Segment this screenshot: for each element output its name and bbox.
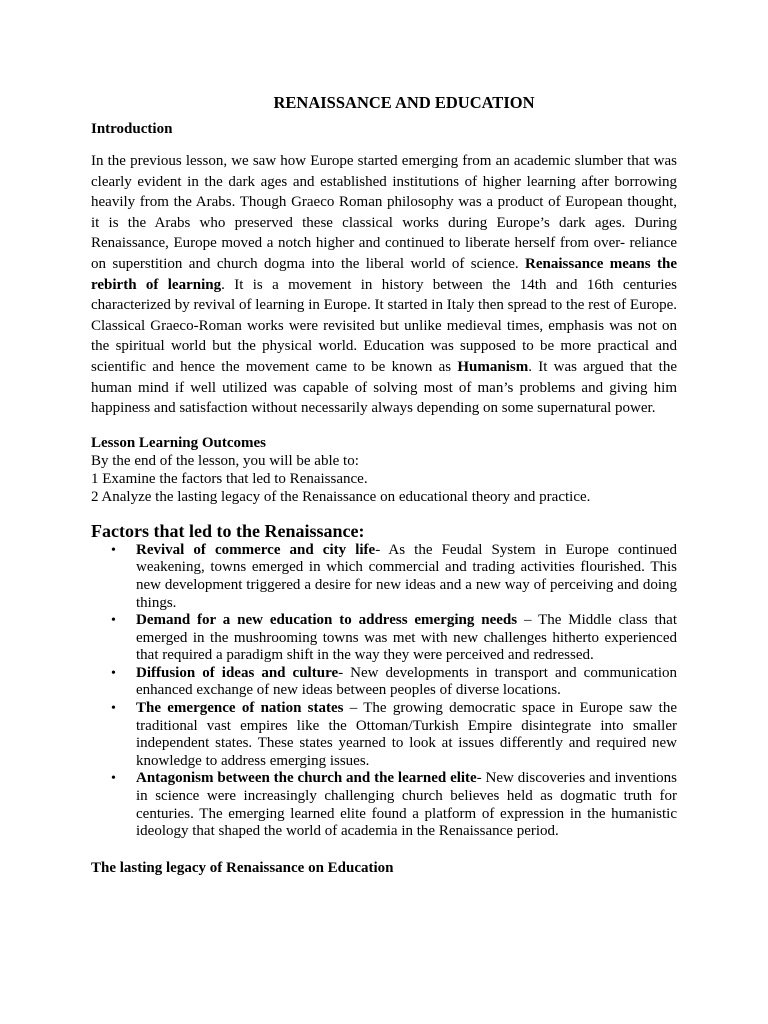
document-title: RENAISSANCE AND EDUCATION	[273, 93, 535, 112]
bullet-icon: •	[111, 701, 116, 717]
factors-list	[91, 542, 677, 841]
factor-item	[91, 665, 677, 700]
introduction-paragraph	[91, 151, 677, 419]
outcome-item-2: 2 Analyze the lasting legacy of the Renaissance on educational theory and practice.	[91, 488, 591, 505]
factor-text: - New discoveries and inventions in science were increasingly challenging church believes held as dogmatic truth for centuries. The emerging learned elite found a platform of expression in the humanistic ideology that shaped the world of academia in the Renaissance period.	[136, 770, 678, 840]
introduction-heading: Introduction	[91, 121, 173, 137]
intro-bold-humanism: Humanism	[457, 358, 529, 375]
intro-text-1: In the previous lesson, we saw how Europe started emerging from an academic slumber that was clearly evident in the dark ages and established institutions of higher learning after borrowing heavily from the Arabs. Though Graeco Roman philosophy was a product of European thought, it is the Arabs who preserved these classical works during Europe’s dark ages. During Renaissance, Europe moved a notch higher and continued to liberate herself from over- reliance on superstition and church dogma into the liberal world of science.	[91, 153, 677, 272]
bullet-icon: •	[111, 542, 116, 558]
factor-text: – The Middle class that emerged in the mushrooming towns was met with new challenges hitherto experienced that required a paradigm shift in the way they were perceived and redressed.	[136, 612, 678, 664]
bullet-icon: •	[111, 771, 116, 787]
factor-title: Antagonism between the church and the learned elite	[136, 770, 477, 787]
intro-bold-renaissance: Renaissance means the rebirth of learning	[91, 255, 677, 293]
outcomes-lead: By the end of the lesson, you will be able to:	[91, 452, 359, 469]
factor-title: The emergence of nation states	[136, 700, 344, 717]
bullet-icon: •	[111, 613, 116, 629]
bullet-icon: •	[111, 665, 116, 681]
legacy-heading: The lasting legacy of Renaissance on Education	[91, 859, 394, 876]
outcomes-heading: Lesson Learning Outcomes	[91, 434, 267, 451]
factor-title: Revival of commerce and city life	[136, 541, 376, 558]
factor-item	[91, 700, 677, 770]
learning-outcomes	[91, 434, 677, 506]
factors-heading: Factors that led to the Renaissance:	[91, 520, 365, 541]
factor-text: – The growing democratic space in Europe saw the traditional vast empires like the Ottoman/Turkish Empire disintegrate into smaller independent states. These states yearned to look at issues differently and required new knowledge to address emerging issues.	[136, 700, 677, 769]
factor-title: Diffusion of ideas and culture	[136, 664, 339, 681]
factor-item	[91, 770, 677, 840]
factor-item	[91, 612, 677, 665]
factor-text: - New developments in transport and communication enhanced exchange of new ideas between peoples of diverse locations.	[136, 664, 677, 699]
intro-text-2: . It is a movement in history between the 14th and 16th centuries characterized by revival of learning in Europe. It started in Italy then spread to the rest of Europe. Classical Graeco-Roman works were revisited but unlike medieval times, emphasis was not on the spiritual world but the physical world. Education was supposed to be more practical and scientific and hence the movement came to be known as	[91, 276, 677, 375]
intro-text-3: . It was argued that the human mind if well utilized was capable of solving most of man’s problems and giving him happiness and satisfaction without necessarily always depending on some supernatural power.	[91, 358, 677, 417]
factor-text: - As the Feudal System in Europe continued weakening, towns emerged in which commercial and trading activities flourished. This new development triggered a desire for new ideas and a new way of perceiving and doing things.	[136, 541, 677, 611]
outcome-item-1: 1 Examine the factors that led to Renaissance.	[91, 470, 368, 487]
factor-item	[91, 542, 677, 612]
document-page	[91, 91, 677, 878]
factor-title: Demand for a new education to address emerging needs	[136, 612, 518, 629]
